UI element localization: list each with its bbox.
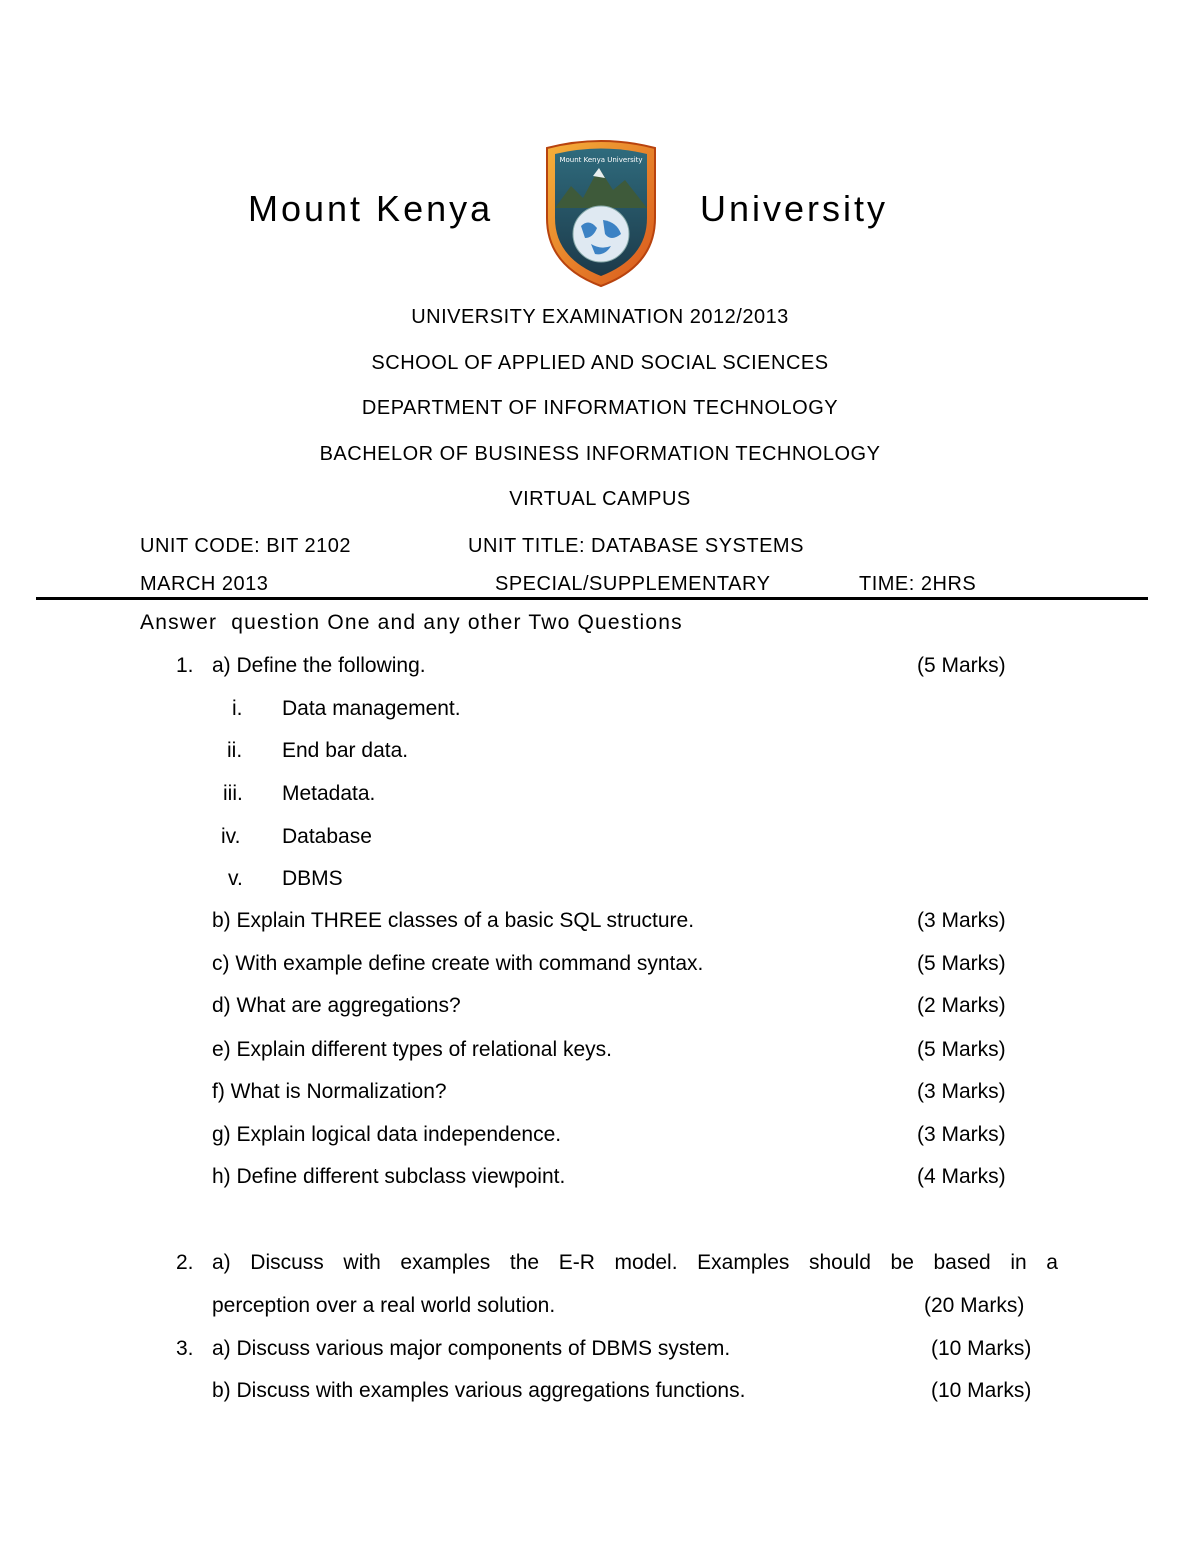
exam-year-title: UNIVERSITY EXAMINATION 2012/2013 (411, 306, 789, 328)
exam-time: TIME: 2HRS (859, 573, 977, 595)
question-1f-text: f) What is Normalization? (212, 1080, 447, 1103)
subitem-text: Data management. (282, 697, 461, 720)
unit-code: UNIT CODE: BIT 2102 (140, 535, 352, 557)
svg-text:Mount Kenya University: Mount Kenya University (559, 156, 643, 164)
question-1e-text: e) Explain different types of relational keys. (212, 1038, 612, 1061)
question-1g-text: g) Explain logical data independence. (212, 1123, 562, 1146)
question-1b-marks: (3 Marks) (917, 909, 1006, 932)
programme-title: BACHELOR OF BUSINESS INFORMATION TECHNOLOGY (319, 443, 881, 465)
question-3a-text: a) Discuss various major components of DBMS system. (212, 1337, 731, 1360)
question-2a-line1: a) Discuss with examples the E-R model. Examples should be based in a (212, 1251, 1058, 1274)
school-title: SCHOOL OF APPLIED AND SOCIAL SCIENCES (371, 352, 829, 374)
question-1h-marks: (4 Marks) (917, 1165, 1006, 1188)
question-1-number: 1. (176, 654, 194, 677)
department-title: DEPARTMENT OF INFORMATION TECHNOLOGY (361, 397, 839, 419)
question-1a-text: a) Define the following. (212, 654, 426, 677)
question-1b-text: b) Explain THREE classes of a basic SQL structure. (212, 909, 695, 932)
question-1d-marks: (2 Marks) (917, 994, 1006, 1017)
question-3b-marks: (10 Marks) (931, 1379, 1032, 1402)
university-crest-logo (541, 138, 661, 288)
question-1h-text: h) Define different subclass viewpoint. (212, 1165, 566, 1188)
question-2a-line2: perception over a real world solution. (212, 1294, 556, 1317)
subitem-number: i. (232, 697, 243, 720)
subitem-number: v. (228, 867, 243, 890)
question-2a-marks: (20 Marks) (924, 1294, 1025, 1317)
exam-date: MARCH 2013 (140, 573, 269, 595)
question-1g-marks: (3 Marks) (917, 1123, 1006, 1146)
subitem-text: DBMS (282, 867, 343, 890)
exam-type: SPECIAL/SUPPLEMENTARY (495, 573, 771, 595)
instructions: Answer question One and any other Two Questions (140, 611, 683, 634)
question-1d-text: d) What are aggregations? (212, 994, 461, 1017)
question-1e-marks: (5 Marks) (917, 1038, 1006, 1061)
university-name-right: University (700, 188, 889, 229)
subitem-number: iv. (221, 825, 241, 848)
header-divider (36, 597, 1148, 600)
subitem-number: iii. (223, 782, 243, 805)
subitem-text: Metadata. (282, 782, 376, 805)
subitem-text: Database (282, 825, 372, 848)
question-1a-marks: (5 Marks) (917, 654, 1006, 677)
subitem-text: End bar data. (282, 739, 409, 762)
subitem-number: ii. (227, 739, 243, 762)
university-name-left: Mount Kenya (248, 188, 494, 229)
unit-title: UNIT TITLE: DATABASE SYSTEMS (468, 535, 804, 557)
campus-title: VIRTUAL CAMPUS (509, 488, 691, 510)
question-1f-marks: (3 Marks) (917, 1080, 1006, 1103)
question-1c-text: c) With example define create with command syntax. (212, 952, 704, 975)
question-3b-text: b) Discuss with examples various aggregations functions. (212, 1379, 746, 1402)
question-2-number: 2. (176, 1251, 194, 1274)
question-1c-marks: (5 Marks) (917, 952, 1006, 975)
question-3-number: 3. (176, 1337, 194, 1360)
question-3a-marks: (10 Marks) (931, 1337, 1032, 1360)
